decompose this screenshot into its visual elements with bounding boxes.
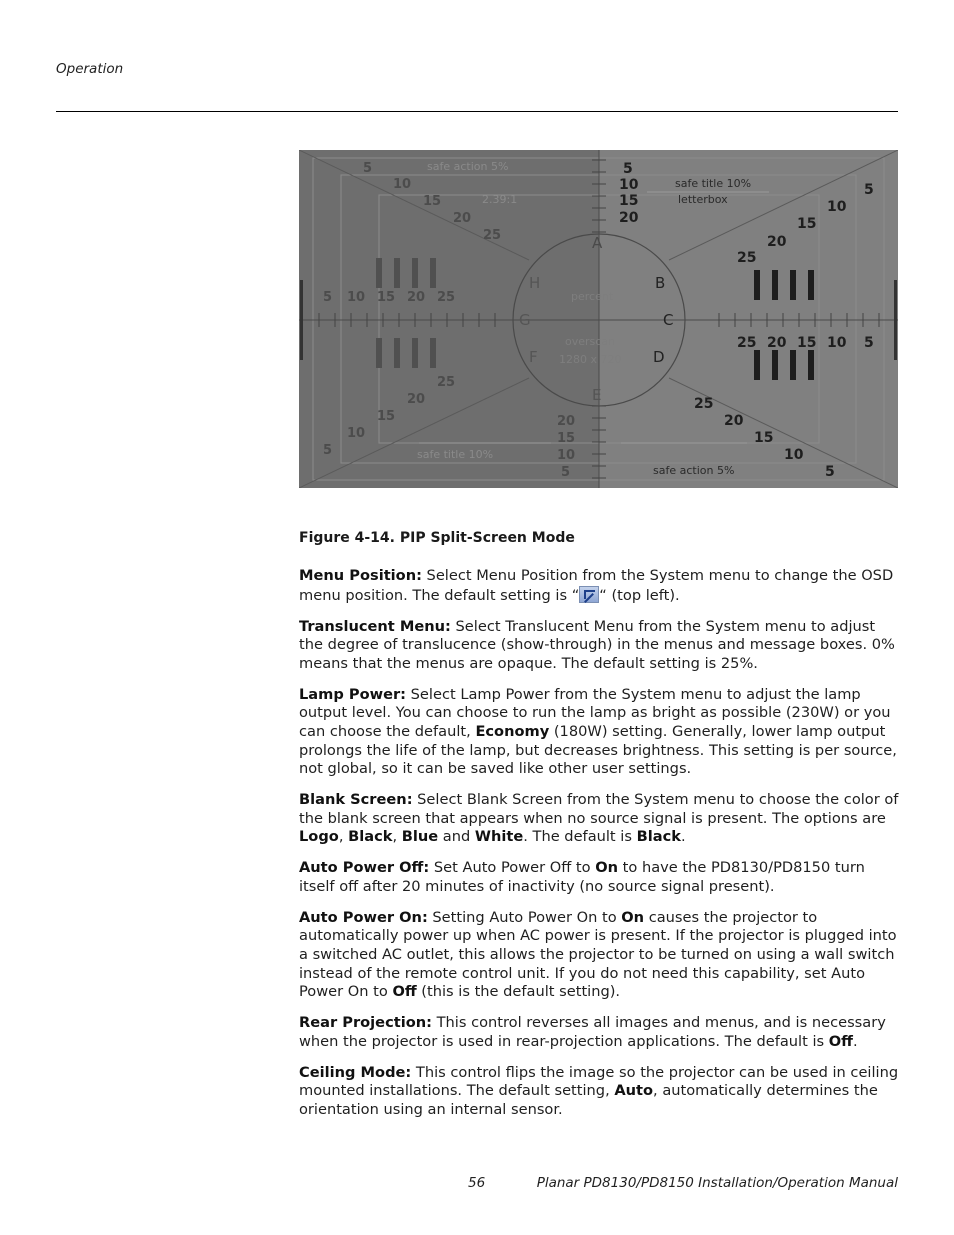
num-15-ml: 15 bbox=[377, 290, 396, 305]
letter-b: B bbox=[655, 274, 666, 292]
term-auto-power-on: Auto Power On: bbox=[299, 908, 428, 926]
num-25-mr: 25 bbox=[737, 335, 757, 351]
menu-position-text-2: “ (top left). bbox=[599, 586, 680, 604]
para-translucent-menu bbox=[299, 618, 899, 674]
para-auto-power-off bbox=[299, 859, 899, 896]
para-blank-screen bbox=[299, 791, 899, 847]
num-10-tl: 10 bbox=[393, 177, 412, 192]
num-20-bl: 20 bbox=[407, 392, 426, 407]
label-percent: percent bbox=[571, 290, 614, 303]
letter-f: F bbox=[529, 348, 538, 366]
num-20-tr: 20 bbox=[767, 234, 787, 250]
running-header: Operation bbox=[56, 61, 124, 77]
term-auto-power-off: Auto Power Off: bbox=[299, 859, 430, 877]
term-translucent-menu: Translucent Menu: bbox=[299, 617, 451, 635]
num-10-mr: 10 bbox=[827, 335, 847, 351]
num-10-bl: 10 bbox=[347, 426, 366, 441]
lamp-power-text-1: Select Lamp Power from the System menu to adjust the lamp output level. You can choose to run the lamp as bright as possible (230W) or you can choose the default, bbox=[299, 685, 891, 740]
figure-caption: Figure 4-14. PIP Split-Screen Mode bbox=[299, 530, 575, 546]
letter-a: A bbox=[592, 234, 603, 252]
blank-screen-text-3: , bbox=[392, 828, 402, 846]
num-25-br: 25 bbox=[694, 396, 714, 412]
blank-screen-text-2: , bbox=[338, 828, 349, 846]
label-safe-action-top: safe action 5% bbox=[427, 160, 509, 173]
para-menu-position bbox=[299, 567, 899, 605]
num-5-ml: 5 bbox=[323, 290, 333, 305]
blank-screen-logo: Logo bbox=[299, 828, 339, 846]
ceiling-mode-auto: Auto bbox=[614, 1082, 654, 1100]
num-20-tl: 20 bbox=[453, 211, 472, 226]
para-ceiling-mode bbox=[299, 1064, 899, 1120]
letter-d: D bbox=[653, 348, 665, 366]
rear-projection-text-2: . bbox=[852, 1032, 858, 1050]
auto-power-on-text-3: (this is the default setting). bbox=[416, 983, 621, 1001]
auto-power-on-on: On bbox=[621, 908, 645, 926]
num-15-tr: 15 bbox=[797, 216, 817, 232]
pip-split-screen-figure bbox=[299, 150, 898, 488]
num-10-bc: 10 bbox=[557, 448, 576, 463]
num-5-br: 5 bbox=[825, 464, 835, 480]
term-ceiling-mode: Ceiling Mode: bbox=[299, 1063, 412, 1081]
num-15-tl: 15 bbox=[423, 194, 442, 209]
term-menu-position: Menu Position: bbox=[299, 567, 422, 584]
num-15-tc: 15 bbox=[619, 193, 639, 209]
auto-power-on-text-2: causes the projector to automatically power up when AC power is present. If the projector is plugged into a switched AC outlet, this allows the projector to be turned on using a wall switch instead of the remote control unit. If you do not need this capability, set Auto Power On to bbox=[299, 908, 897, 1001]
num-10-br: 10 bbox=[784, 447, 804, 463]
auto-power-on-text-1: Setting Auto Power On to bbox=[427, 908, 622, 926]
num-5-tc: 5 bbox=[623, 161, 633, 177]
letter-c: C bbox=[663, 311, 674, 329]
num-20-tc: 20 bbox=[619, 210, 639, 226]
right-half bbox=[599, 150, 898, 488]
para-lamp-power bbox=[299, 686, 899, 779]
num-5-tr: 5 bbox=[864, 182, 874, 198]
ceiling-mode-text-1: This control flips the image so the projector can be used in ceiling mounted installations. The default setting, bbox=[299, 1063, 899, 1100]
top-left-position-icon bbox=[579, 586, 599, 603]
term-rear-projection: Rear Projection: bbox=[299, 1014, 432, 1032]
blank-screen-text-4: and bbox=[438, 828, 475, 846]
num-5-tl: 5 bbox=[363, 161, 373, 176]
num-5-bl: 5 bbox=[323, 443, 333, 458]
menu-position-text-1: Select Menu Position from the System menu to change the OSD menu position. The default setting is “ bbox=[299, 567, 894, 604]
lamp-power-text-2: (180W) setting. Generally, lower lamp output prolongs the life of the lamp, but decreases brightness. This setting is per source, not global, so it can be saved like other user settings. bbox=[299, 722, 897, 778]
blank-screen-black: Black bbox=[348, 828, 393, 846]
rear-projection-text-1: This control reverses all images and menus, and is necessary when the projector is used in rear-projection applications. The default is bbox=[299, 1014, 886, 1050]
blank-screen-text-6: . bbox=[680, 828, 686, 846]
num-10-ml: 10 bbox=[347, 290, 366, 305]
letter-h: H bbox=[529, 274, 541, 292]
auto-power-off-text-1: Set Auto Power Off to bbox=[429, 859, 596, 877]
body-text bbox=[299, 567, 899, 1132]
ceiling-mode-text-2: , automatically determines the orientation using an internal sensor. bbox=[299, 1082, 878, 1118]
num-25-ml: 25 bbox=[437, 290, 456, 305]
auto-power-off-text-2: to have the PD8130/PD8150 turn itself off after 20 minutes of inactivity (no source signal present). bbox=[299, 859, 865, 895]
num-20-mr: 20 bbox=[767, 335, 787, 351]
label-safe-action-bottom: safe action 5% bbox=[653, 464, 735, 477]
num-15-br: 15 bbox=[754, 430, 774, 446]
label-resolution: 1280 x 720 bbox=[559, 353, 622, 366]
blank-screen-text-1: Select Blank Screen from the System menu to choose the color of the blank screen that appears when no source signal is present. The options are bbox=[299, 791, 899, 827]
auto-power-on-off: Off bbox=[392, 983, 417, 1001]
page-number: 56 bbox=[468, 1175, 486, 1191]
label-ratio: 2.39:1 bbox=[482, 193, 518, 206]
num-15-bl: 15 bbox=[377, 409, 396, 424]
left-half bbox=[299, 150, 602, 488]
num-20-br: 20 bbox=[724, 413, 744, 429]
num-10-tc: 10 bbox=[619, 177, 639, 193]
num-25-tl: 25 bbox=[483, 228, 502, 243]
header-rule bbox=[56, 111, 898, 112]
letter-e: E bbox=[592, 386, 602, 404]
manual-title: Planar PD8130/PD8150 Installation/Operation Manual bbox=[536, 1175, 898, 1191]
letter-g: G bbox=[519, 311, 531, 329]
blank-screen-text-5: . The default is bbox=[523, 828, 637, 846]
auto-power-off-on: On bbox=[595, 859, 619, 877]
num-10-tr: 10 bbox=[827, 199, 847, 215]
num-25-tr: 25 bbox=[737, 250, 757, 266]
label-safe-title-bottom: safe title 10% bbox=[417, 448, 494, 461]
num-15-bc: 15 bbox=[557, 431, 576, 446]
blank-screen-blue: Blue bbox=[401, 828, 439, 846]
label-letterbox: letterbox bbox=[678, 193, 728, 206]
blank-screen-white: White bbox=[474, 828, 524, 846]
term-blank-screen: Blank Screen: bbox=[299, 791, 413, 809]
lamp-power-economy: Economy bbox=[475, 722, 550, 740]
para-rear-projection bbox=[299, 1014, 899, 1051]
label-safe-title-top: safe title 10% bbox=[675, 177, 752, 190]
num-20-bc: 20 bbox=[557, 414, 576, 429]
para-auto-power-on bbox=[299, 909, 899, 1002]
translucent-menu-text: Select Translucent Menu from the System menu to adjust the degree of translucence (show-through) in the menus and message boxes. 0% means that the menus are opaque. The default setting is 25%. bbox=[299, 617, 895, 672]
num-25-bl: 25 bbox=[437, 375, 456, 390]
label-overscan: overscan bbox=[565, 335, 616, 348]
blank-screen-default-black: Black bbox=[636, 828, 681, 846]
num-15-mr: 15 bbox=[797, 335, 817, 351]
num-5-bc: 5 bbox=[561, 465, 571, 480]
num-20-ml: 20 bbox=[407, 290, 426, 305]
term-lamp-power: Lamp Power: bbox=[299, 685, 407, 703]
rear-projection-off: Off bbox=[828, 1032, 853, 1050]
num-5-mr: 5 bbox=[864, 335, 874, 351]
